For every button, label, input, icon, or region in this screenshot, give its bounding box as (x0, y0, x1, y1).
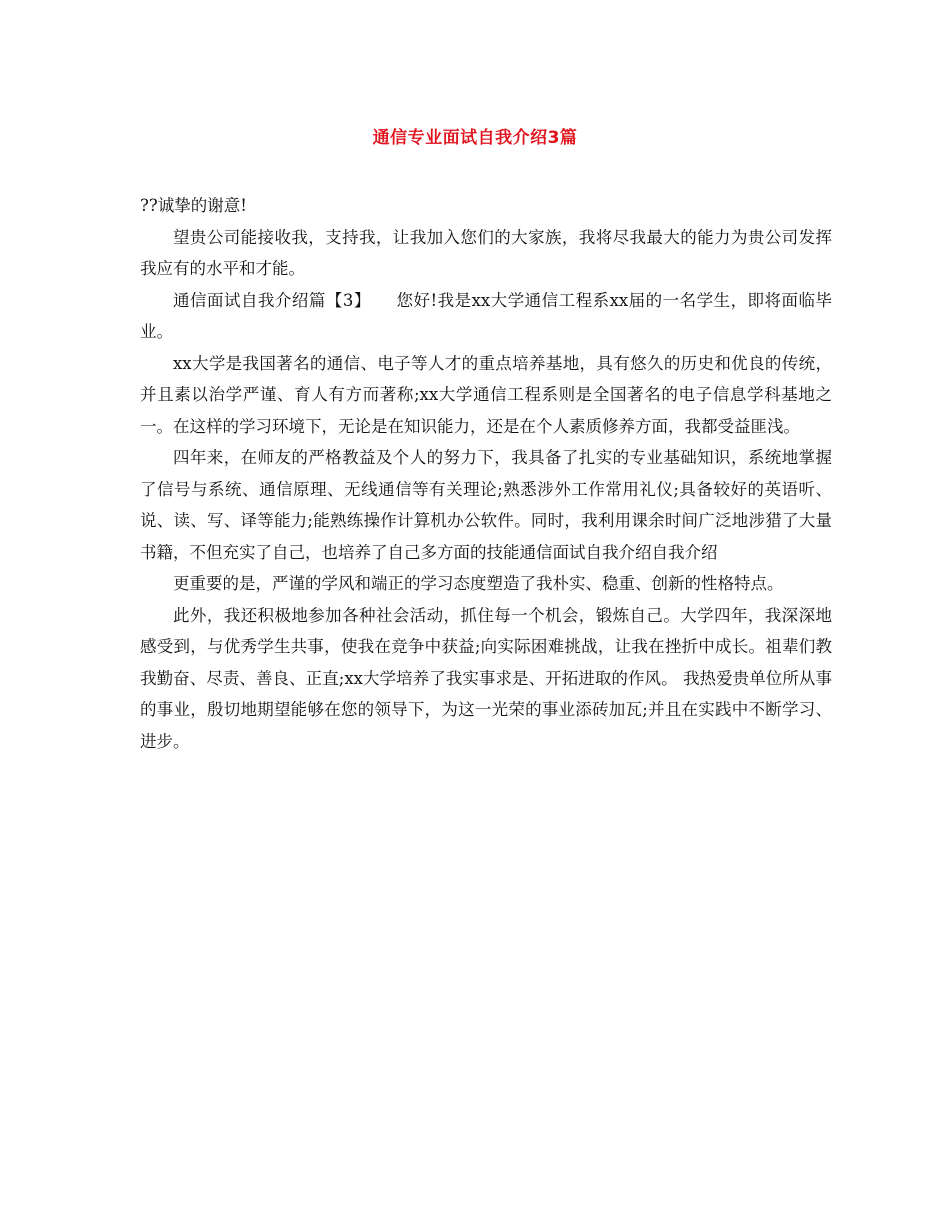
paragraph-activities: 此外，我还积极地参加各种社会活动，抓住每一个机会，锻炼自己。大学四年，我深深地感受到，与优秀学生共事，使我在竞争中获益;向实际困难挑战，让我在挫折中成长。祖辈们教我勤奋、尽责、善良、正直;xx大学培养了我实事求是、开拓进取的作风。 我热爱贵单位所从事的事业，殷切地期望能够在您的领导下，为这一光荣的事业添砖加瓦;并且在实践中不断学习、进步。 (140, 605, 832, 751)
paragraph-university: xx大学是我国著名的通信、电子等人才的重点培养基地，具有悠久的历史和优良的传统，并且素以治学严谨、育人有方而著称;xx大学通信工程系则是全国著名的电子信息学科基地之一。在这样的学习环境下，无论是在知识能力，还是在个人素质修养方面，我都受益匪浅。 (140, 353, 832, 436)
paragraph-character: 更重要的是，严谨的学风和端正的学习态度塑造了我朴实、稳重、创新的性格特点。 (173, 574, 784, 593)
document-title: 通信专业面试自我介绍3篇 (372, 128, 578, 148)
paragraph-thanks: ??诚挚的谢意! (140, 196, 247, 215)
paragraph-skills: 四年来，在师友的严格教益及个人的努力下，我具备了扎实的专业基础知识，系统地掌握了信号与系统、通信原理、无线通信等有关理论;熟悉涉外工作常用礼仪;具备较好的英语听、说、读、写、译等能力;能熟练操作计算机办公软件。同时，我利用课余时间广泛地涉猎了大量书籍，不但充实了自己，也培养了自己多方面的技能通信面试自我介绍自我介绍 (140, 448, 832, 562)
document-body (140, 190, 832, 757)
paragraph-intro: 通信面试自我介绍篇【3】 您好!我是xx大学通信工程系xx届的一名学生，即将面临毕业。 (140, 290, 832, 341)
paragraph-hope: 望贵公司能接收我，支持我，让我加入您们的大家族，我将尽我最大的能力为贵公司发挥我应有的水平和才能。 (140, 227, 832, 278)
